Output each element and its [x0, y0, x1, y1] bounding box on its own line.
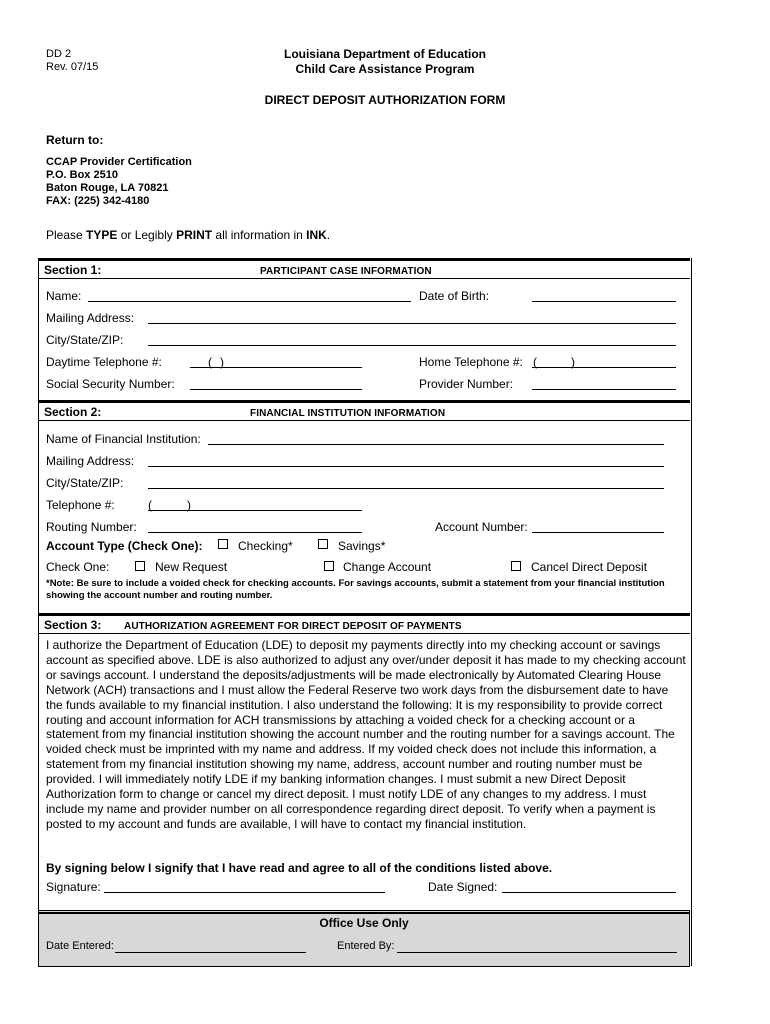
date-entered-label: Date Entered:: [46, 940, 114, 952]
office-use-box: [38, 910, 690, 967]
return-line2: P.O. Box 2510: [46, 169, 118, 181]
org-line2: Child Care Assistance Program: [295, 62, 475, 76]
entered-by-label: Entered By:: [337, 940, 395, 952]
signature-field[interactable]: [104, 892, 385, 893]
mailing-field[interactable]: [148, 323, 676, 324]
section1-header: [38, 258, 690, 279]
section2-header: [38, 400, 690, 421]
fin-mailing-field[interactable]: [148, 466, 664, 467]
savings-checkbox[interactable]: [318, 539, 328, 549]
date-signed-label: Date Signed:: [428, 880, 498, 894]
fin-city-field[interactable]: [148, 488, 664, 489]
name-field[interactable]: [88, 301, 411, 302]
home-phone-paren-close: ): [571, 355, 575, 369]
agreement-statement: By signing below I signify that I have read and agree to all of the conditions listed above.: [46, 861, 553, 875]
form-id: DD 2: [46, 48, 72, 60]
fin-phone-field[interactable]: [148, 510, 362, 511]
signature-label: Signature:: [46, 880, 101, 894]
return-to-label: Return to:: [46, 133, 104, 147]
account-field[interactable]: [532, 532, 664, 533]
cancel-deposit-label: Cancel Direct Deposit: [531, 560, 648, 574]
city-field[interactable]: [148, 345, 676, 346]
home-phone-label: Home Telephone #:: [419, 355, 523, 369]
routing-field[interactable]: [148, 532, 362, 533]
day-phone-paren-open: (: [208, 355, 212, 369]
city-label: City/State/ZIP:: [46, 333, 124, 347]
day-phone-label: Daytime Telephone #:: [46, 355, 162, 369]
day-phone-field[interactable]: [190, 367, 362, 368]
account-label: Account Number:: [435, 520, 528, 534]
day-phone-paren-close: ): [220, 355, 224, 369]
name-label: Name:: [46, 289, 82, 303]
home-phone-paren-open: (: [533, 355, 537, 369]
change-account-checkbox[interactable]: [324, 561, 334, 571]
fin-name-field[interactable]: [208, 444, 664, 445]
office-use-title: Office Use Only: [319, 916, 409, 930]
authorization-text: I authorize the Department of Education (LDE) to deposit my payments directly into my checking account or savings account as specified above. LDE is also authorized to adjust any over/under deposit it has made to my checking account or savings account. I understand the deposits/adjustments will be made electronically by Automated Clearing House Network (ACH) transactions and I must allow the Federal Reserve two work days from the disbursement date to have the funds available to my financial institution. I also understand the following: It is my responsibility to provide correct routing and account information for ACH transmissions by attaching a voided check for a checking account or a statement from my financial institution showing the account number and the routing number for a savings account. The voided check must be imprinted with my name and address. If my voided check does not include this information, a statement from my financial institution showing my name, address, account number and routing number must be provided. I will immediately notify LDE if my banking information changes. I must submit a new Direct Deposit Authorization form to change or cancel my direct deposit. I must notify LDE of any changes to my address. I must include my name and provider number on all correspondence regarding direct deposit. To verify when a payment is posted to my account and funds are available, I will have to contact my financial institution.: [46, 638, 686, 831]
section3-title: AUTHORIZATION AGREEMENT FOR DIRECT DEPOSIT OF PAYMENTS: [124, 621, 462, 632]
section1-title: PARTICIPANT CASE INFORMATION: [260, 266, 432, 277]
fin-phone-paren-close: ): [187, 498, 191, 512]
office-top-rule: [38, 912, 690, 914]
dob-label: Date of Birth:: [419, 289, 490, 303]
entered-by-field[interactable]: [397, 952, 677, 953]
date-signed-field[interactable]: [502, 892, 676, 893]
provider-label: Provider Number:: [419, 377, 514, 391]
new-request-label: New Request: [155, 560, 228, 574]
change-account-label: Change Account: [343, 560, 432, 574]
section3-header: [38, 613, 690, 634]
check-one-label: Check One:: [46, 560, 110, 574]
dob-field[interactable]: [532, 301, 676, 302]
checking-checkbox[interactable]: [218, 539, 228, 549]
section2-label: Section 2:: [44, 405, 102, 419]
fin-phone-paren-open: (: [148, 498, 152, 512]
fin-city-label: City/State/ZIP:: [46, 476, 124, 490]
fin-mailing-label: Mailing Address:: [46, 454, 135, 468]
section2-title: FINANCIAL INSTITUTION INFORMATION: [250, 408, 446, 419]
routing-label: Routing Number:: [46, 520, 137, 534]
org-line1: Louisiana Department of Education: [283, 47, 487, 61]
return-line3: Baton Rouge, LA 70821: [46, 182, 169, 194]
account-note: *Note: Be sure to include a voided check for checking accounts. For savings accounts, submit a statement from your financial institution showing the account number and routing number.: [46, 578, 665, 601]
form-title: DIRECT DEPOSIT AUTHORIZATION FORM: [264, 93, 506, 107]
section1-label: Section 1:: [44, 263, 102, 277]
return-line4: FAX: (225) 342-4180: [46, 195, 150, 207]
ssn-label: Social Security Number:: [46, 377, 175, 391]
new-request-checkbox[interactable]: [135, 561, 145, 571]
fin-name-label: Name of Financial Institution:: [46, 432, 201, 446]
form-revision: Rev. 07/15: [46, 61, 99, 73]
instruction-text: Please TYPE or Legibly PRINT all information in INK.: [46, 228, 331, 242]
home-phone-field[interactable]: [532, 367, 676, 368]
cancel-deposit-checkbox[interactable]: [511, 561, 521, 571]
fin-phone-label: Telephone #:: [46, 498, 115, 512]
return-line1: CCAP Provider Certification: [46, 156, 192, 168]
section3-label: Section 3:: [44, 618, 102, 632]
provider-field[interactable]: [532, 389, 676, 390]
ssn-field[interactable]: [190, 389, 362, 390]
date-entered-field[interactable]: [115, 952, 306, 953]
savings-label: Savings*: [338, 539, 386, 553]
mailing-label: Mailing Address:: [46, 311, 135, 325]
account-type-label: Account Type (Check One):: [46, 539, 203, 553]
checking-label: Checking*: [238, 539, 293, 553]
